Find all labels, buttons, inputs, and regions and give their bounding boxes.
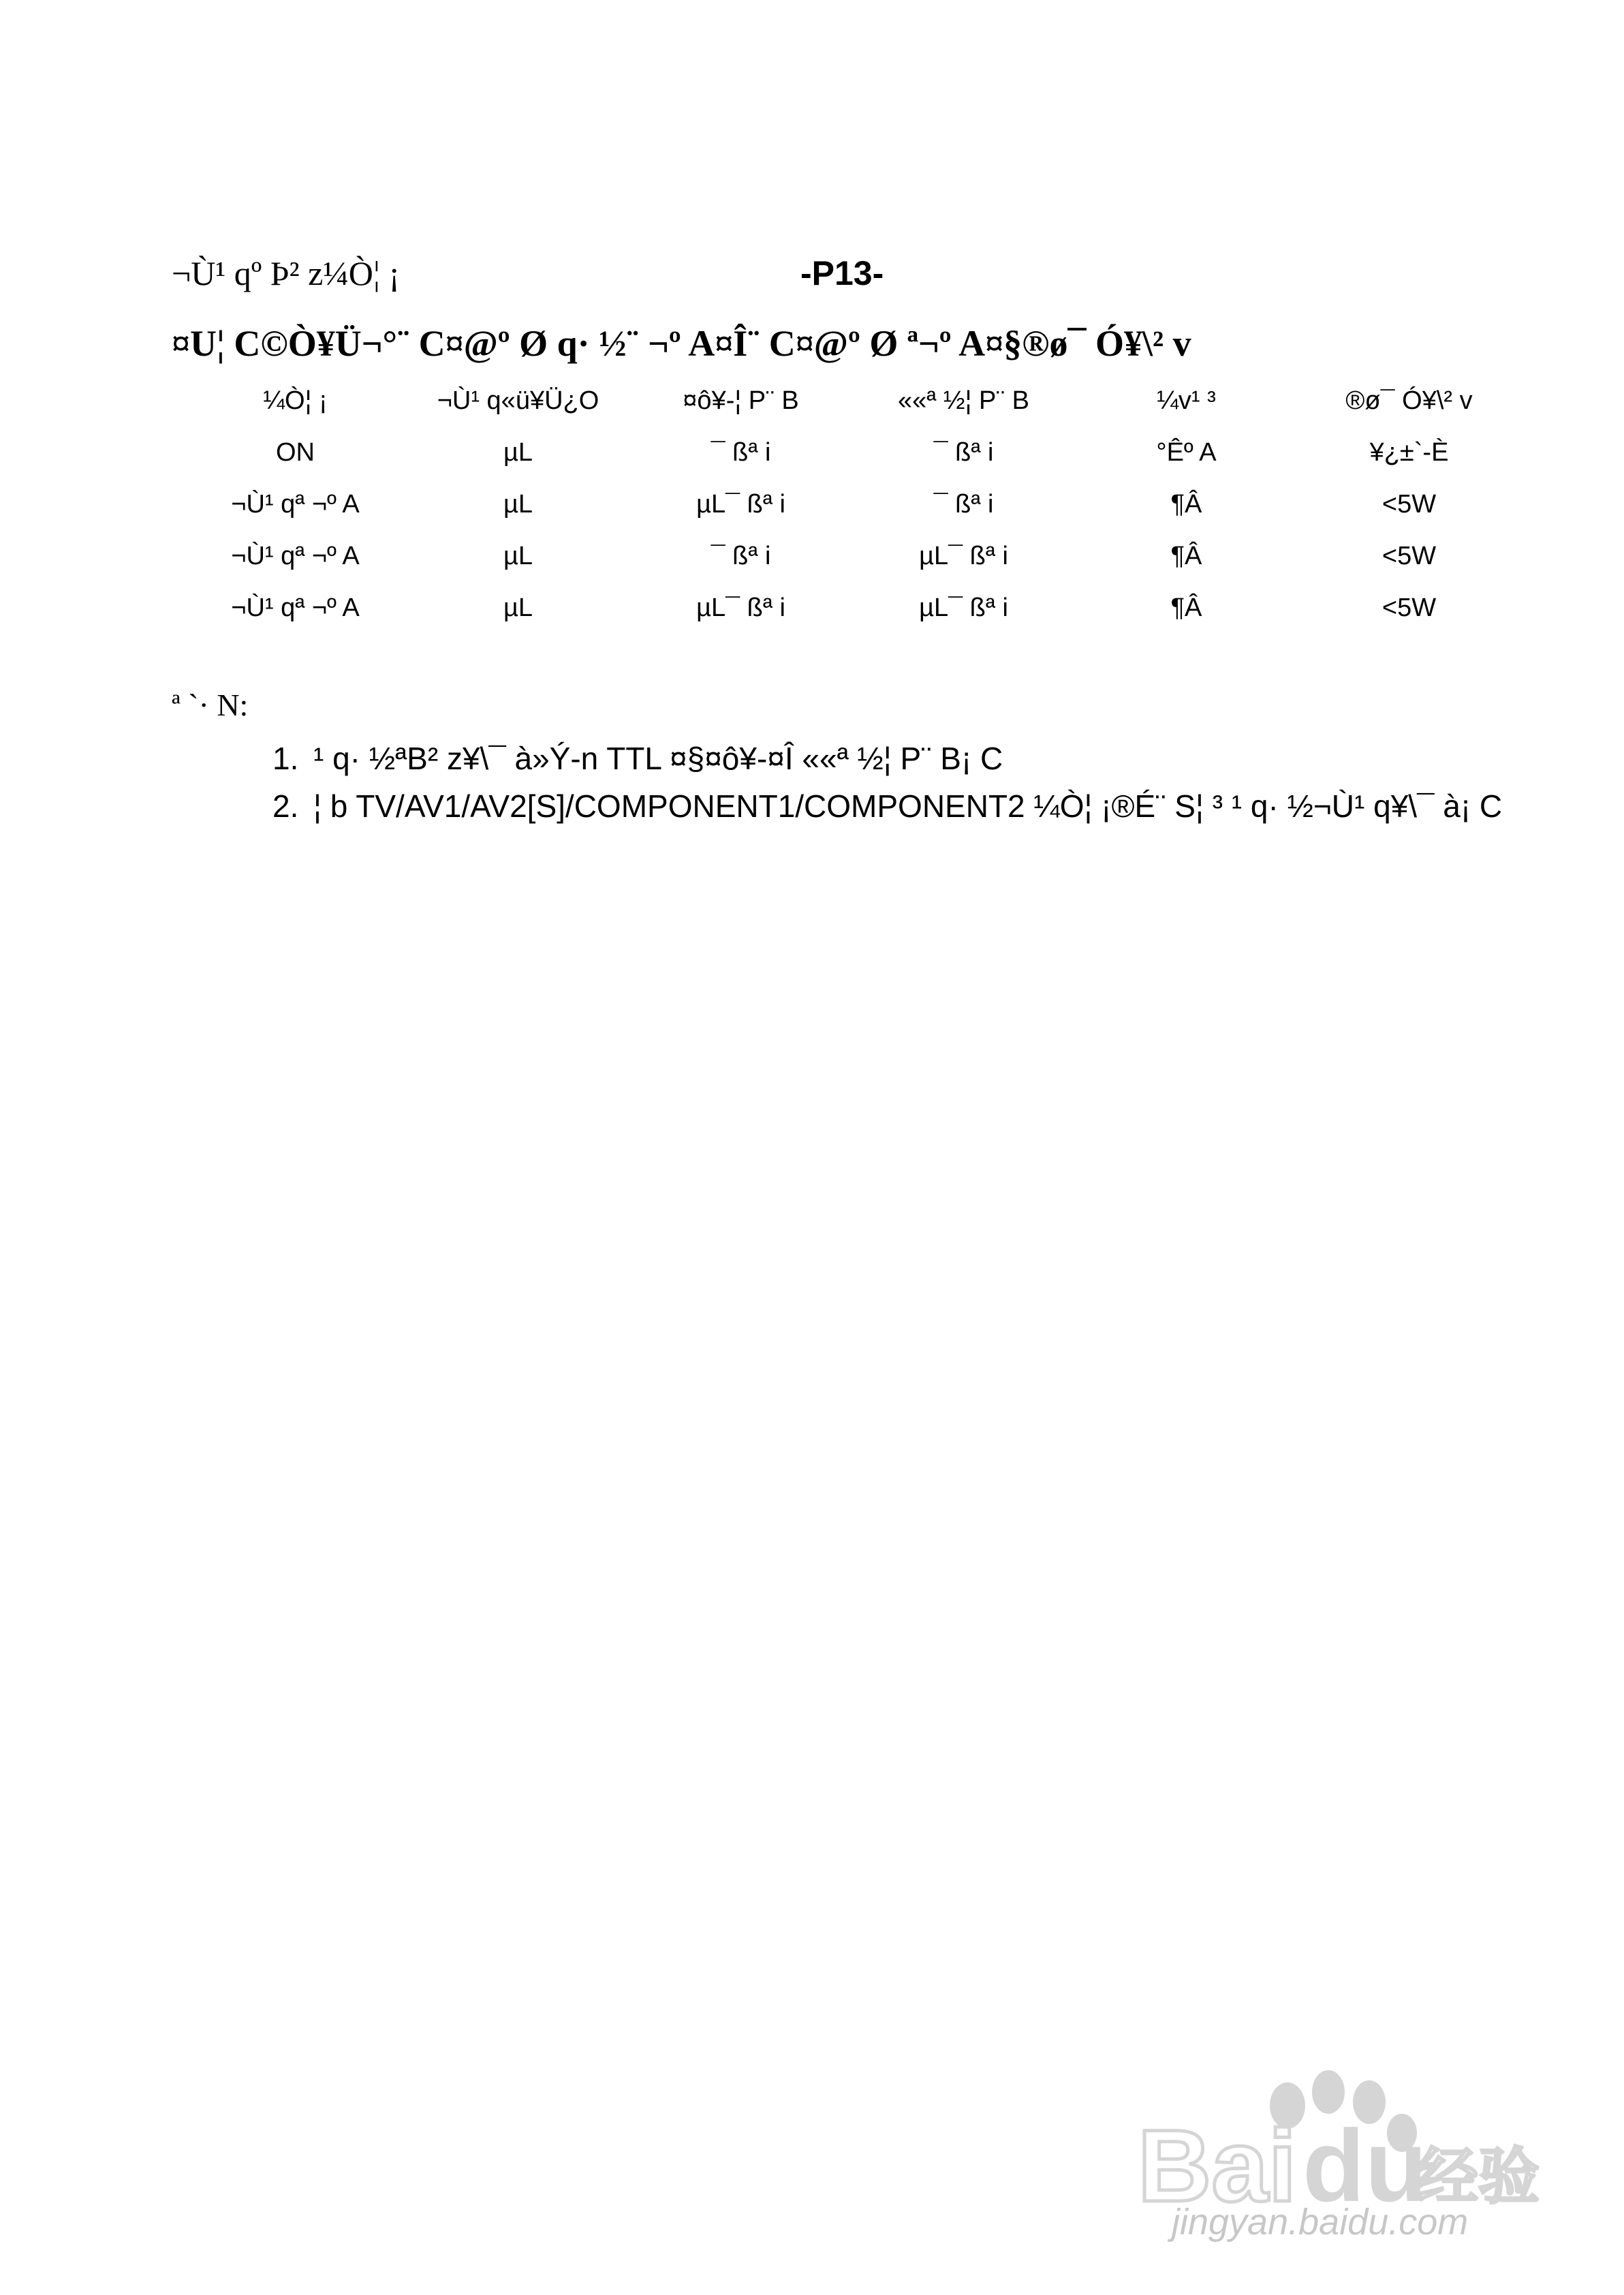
table-cell: °Êº A bbox=[1156, 437, 1217, 467]
table-row bbox=[184, 582, 1520, 634]
table-header-indicator: ¬Ù¹ q«ü¥Ü¿O bbox=[437, 386, 599, 415]
table-header-video: ¼v¹ ³ bbox=[1157, 386, 1216, 415]
watermark-brand-tail: du bbox=[1302, 2108, 1428, 2223]
table-cell: µL bbox=[503, 593, 533, 622]
table-cell: <5W bbox=[1381, 593, 1437, 622]
table-cell: µL¯ ßª i bbox=[919, 541, 1008, 570]
table-row bbox=[184, 478, 1520, 530]
note-number: 2. bbox=[272, 788, 299, 824]
table-header-power: ®ø¯ Ó¥\² v bbox=[1345, 386, 1473, 415]
power-mode-table bbox=[184, 375, 1520, 634]
note-text: ¦ b TV/AV1/AV2[S]/COMPONENT1/COMPONENT2 ¼Ò¦ ¡®É¨ S¦ ³ ¹ q· ½¬Ù¹ q¥\¯ à¡ C bbox=[313, 788, 1503, 824]
table-header-h-sync: ¤ô¥-¦ P¨ B bbox=[683, 386, 799, 415]
note-number: 1. bbox=[272, 741, 299, 776]
table-cell: <5W bbox=[1381, 541, 1437, 570]
list-item bbox=[272, 782, 1502, 830]
table-cell: ¯ ßª i bbox=[933, 489, 994, 519]
notes-label: ª `· N: bbox=[172, 688, 249, 722]
table-cell: µL bbox=[503, 489, 533, 519]
table-header-v-sync: ««ª ½¦ P¨ B bbox=[898, 386, 1029, 415]
watermark-suffix: 经验 bbox=[1417, 2141, 1540, 2213]
table-row bbox=[184, 427, 1520, 478]
table-row bbox=[184, 530, 1520, 582]
table-cell: µL bbox=[503, 437, 533, 467]
table-cell: µL¯ ßª i bbox=[919, 593, 1008, 622]
table-cell: ¬Ù¹ qª ¬º A bbox=[231, 593, 360, 622]
table-cell: ¯ ßª i bbox=[710, 437, 771, 467]
table-cell: <5W bbox=[1381, 489, 1437, 519]
table-cell: µL¯ ßª i bbox=[696, 489, 785, 519]
watermark-url: jingyan.baidu.com bbox=[1172, 2202, 1469, 2243]
table-cell: ¬Ù¹ qª ¬º A bbox=[231, 541, 360, 570]
table-cell: ¶Â bbox=[1170, 489, 1202, 519]
table-cell: ¶Â bbox=[1170, 593, 1202, 622]
table-header-mode: ¼Ò¦ ¡ bbox=[263, 386, 328, 415]
table-cell: ¶Â bbox=[1170, 541, 1202, 570]
table-cell: ¯ ßª i bbox=[933, 437, 994, 467]
watermark-brand: Bai bbox=[1138, 2108, 1297, 2223]
header-left-text: ¬Ù¹ qº Þ² z¼Ò¦ ¡ bbox=[172, 254, 401, 292]
table-cell: ON bbox=[276, 437, 315, 467]
table-cell: µL¯ ßª i bbox=[696, 593, 785, 622]
document-heading: ¤U¦ C©Ò¥Ü¬°¨ C¤@º Ø q· ½¨ ¬º A¤Î¨ C¤@º Ø ª¬º A¤§®ø¯ Ó¥\² v bbox=[172, 323, 1191, 364]
table-cell: µL bbox=[503, 541, 533, 570]
page-number: -P13- bbox=[800, 254, 884, 292]
list-item bbox=[272, 735, 1502, 782]
note-text: ¹ q· ½ªB² z¥\¯ à»Ý-n TTL ¤§¤ô¥-¤Î ««ª ½¦ P¨ B¡ C bbox=[313, 741, 1003, 776]
table-cell: ¥¿±`-È bbox=[1369, 437, 1449, 467]
notes-list bbox=[272, 735, 1502, 830]
table-cell: ¬Ù¹ qª ¬º A bbox=[231, 489, 360, 519]
table-header-row bbox=[184, 375, 1520, 427]
table-cell: ¯ ßª i bbox=[710, 541, 771, 570]
